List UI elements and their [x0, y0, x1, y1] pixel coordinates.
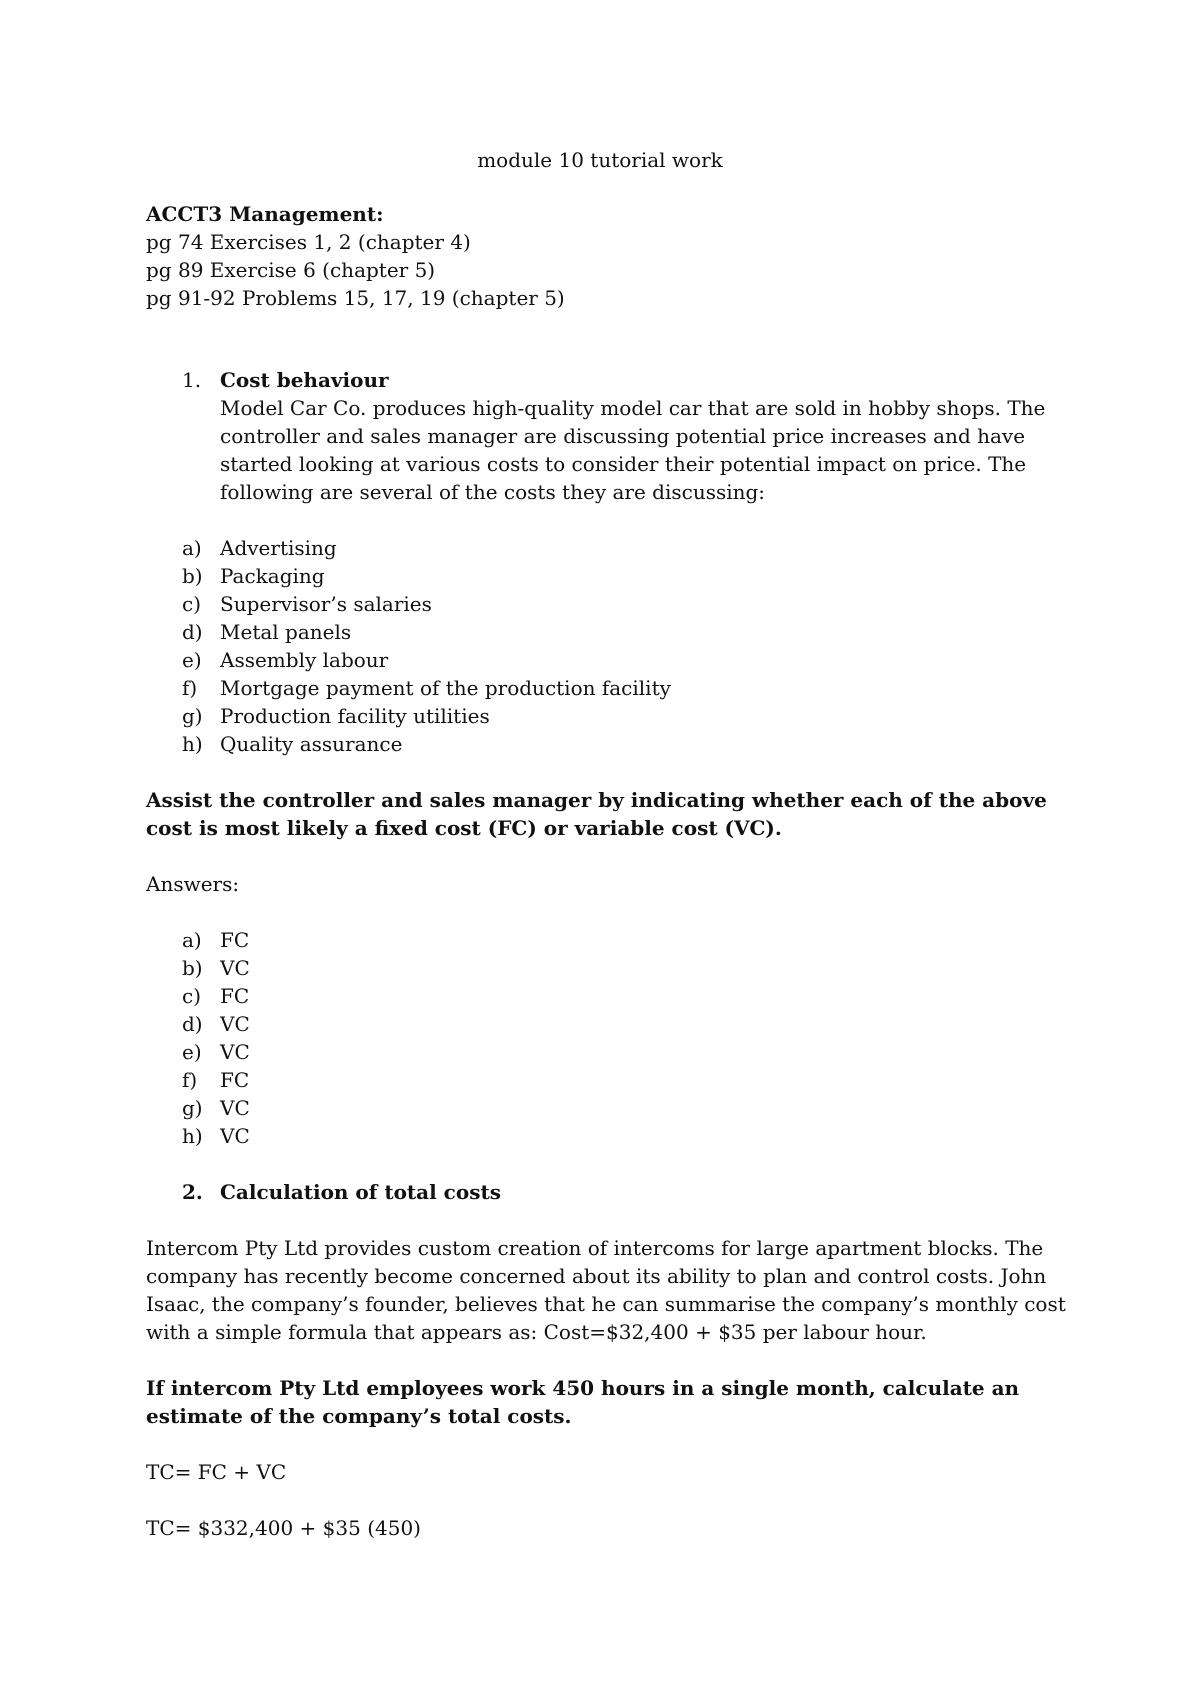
question-instruction: If intercom Pty Ltd employees work 450 hours in a single month, calculate an estimate of the company’s total costs.	[146, 1376, 1020, 1428]
answer-letter: a)	[182, 928, 202, 952]
answer-item: VC	[220, 1096, 250, 1120]
answers-label: Answers:	[146, 872, 240, 896]
list-item: Production facility utilities	[220, 704, 490, 728]
question-heading: Calculation of total costs	[220, 1180, 501, 1204]
reading-line: pg 74 Exercises 1, 2 (chapter 4)	[146, 230, 471, 254]
list-letter: h)	[182, 732, 203, 756]
list-item: Supervisor’s salaries	[220, 592, 432, 616]
list-item: Quality assurance	[220, 732, 403, 756]
reading-line: pg 91-92 Problems 15, 17, 19 (chapter 5)	[146, 286, 565, 310]
formula-line: TC= FC + VC	[146, 1460, 287, 1484]
answer-letter: b)	[182, 956, 203, 980]
answer-item: VC	[220, 1040, 250, 1064]
list-letter: d)	[182, 620, 203, 644]
reading-line: pg 89 Exercise 6 (chapter 5)	[146, 258, 436, 282]
answer-item: FC	[220, 984, 250, 1008]
question-heading: Cost behaviour	[220, 368, 389, 392]
list-letter: f)	[182, 676, 198, 700]
list-letter: a)	[182, 536, 202, 560]
answer-letter: h)	[182, 1124, 203, 1148]
list-letter: b)	[182, 564, 203, 588]
answer-item: FC	[220, 1068, 250, 1092]
list-letter: e)	[182, 648, 202, 672]
question-body: Intercom Pty Ltd provides custom creation of intercoms for large apartment blocks. The company has recently become concerned about its ability to plan and control costs. John Isaac, the company’s founder, believes that he can summarise the company’s monthly cost with a simple formula that appears as: Cost=$32,400 + $35 per labour hour.	[146, 1236, 1066, 1344]
answer-item: FC	[220, 928, 250, 952]
list-item: Assembly labour	[220, 648, 389, 672]
list-item: Packaging	[220, 564, 325, 588]
question-body: Model Car Co. produces high-quality model car that are sold in hobby shops. The controller and sales manager are discussing potential price increases and have started looking at various costs to consider their potential impact on price. The following are several of the costs they are discussing:	[220, 396, 1046, 504]
list-item: Advertising	[220, 536, 337, 560]
answer-letter: d)	[182, 1012, 203, 1036]
answer-letter: f)	[182, 1068, 198, 1092]
list-letter: c)	[182, 592, 202, 616]
course-heading: ACCT3 Management:	[146, 202, 384, 226]
list-item: Mortgage payment of the production facility	[220, 676, 671, 700]
page-title: module 10 tutorial work	[477, 148, 723, 172]
list-item: Metal panels	[220, 620, 352, 644]
answer-item: VC	[220, 1124, 250, 1148]
answer-letter: e)	[182, 1040, 202, 1064]
answer-item: VC	[220, 1012, 250, 1036]
question-instruction: Assist the controller and sales manager by indicating whether each of the above cost is most likely a fixed cost (FC) or variable cost (VC).	[146, 788, 1047, 840]
question-number: 2.	[182, 1180, 203, 1204]
answer-letter: g)	[182, 1096, 203, 1120]
list-letter: g)	[182, 704, 203, 728]
answer-item: VC	[220, 956, 250, 980]
answer-letter: c)	[182, 984, 202, 1008]
question-number: 1.	[182, 368, 202, 392]
formula-line: TC= $332,400 + $35 (450)	[146, 1516, 421, 1540]
